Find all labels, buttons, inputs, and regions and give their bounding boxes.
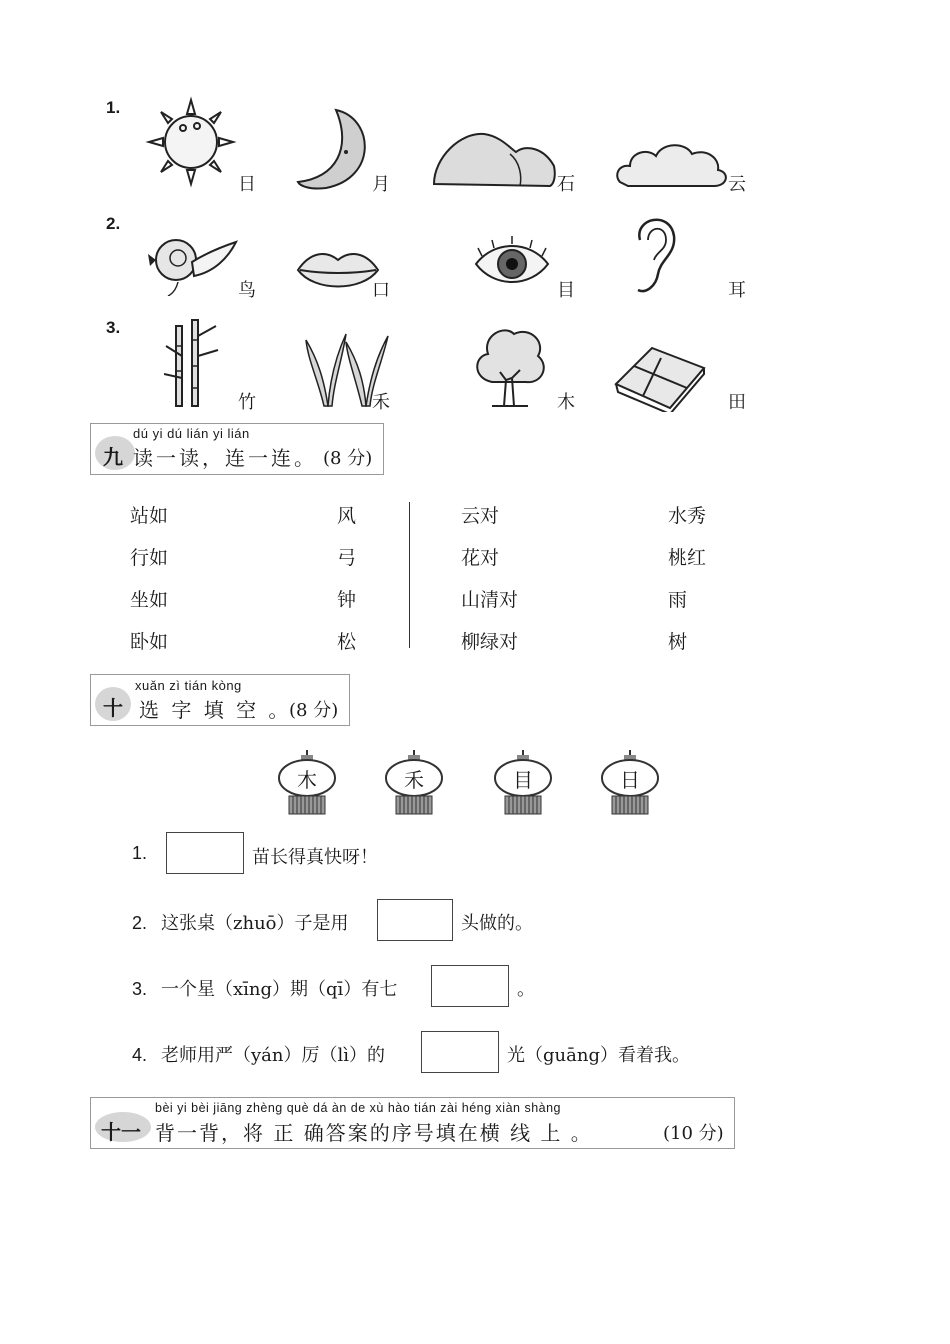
row-number-2: 2.: [106, 214, 121, 233]
question-number: 1.: [132, 843, 148, 863]
ear-icon: [630, 210, 678, 296]
question-4: [132, 1041, 385, 1067]
section-10-title: 选 字 填 空 。: [139, 698, 292, 722]
match-left-b-1: 风: [337, 505, 357, 527]
section-9-pinyin: dú yi dú lián yi lián: [133, 426, 250, 441]
answer-box-2[interactable]: [377, 899, 453, 941]
question-3: [132, 975, 397, 1001]
section-9-score: (8 分): [323, 448, 373, 469]
match-left-a-4: 卧如: [130, 631, 169, 653]
lantern-char-1: 木: [297, 768, 317, 792]
match-left-a-1: 站如: [130, 505, 169, 527]
answer-box-1[interactable]: [166, 832, 244, 874]
match-right-a-2: 花对: [461, 547, 500, 569]
bamboo-icon: [164, 316, 220, 408]
question-number: 3.: [132, 979, 148, 999]
answer-box-3[interactable]: [431, 965, 509, 1007]
row-number-1: 1.: [106, 98, 121, 117]
caption-moon: 月: [372, 174, 390, 195]
match-left-b-2: 弓: [337, 547, 357, 569]
caption-bamboo: 竹: [238, 392, 256, 413]
lantern-char-3: 目: [513, 768, 533, 792]
section-9-title: 读一读，连一连。: [133, 446, 317, 470]
question-3-before: 一个星（xīng）期（qī）有七: [161, 979, 398, 1000]
match-right-a-3: 山清对: [461, 589, 519, 611]
caption-grain: 禾: [372, 392, 390, 413]
lantern-choice-3: [493, 750, 553, 816]
caption-eye: 目: [557, 280, 575, 301]
section-11-pinyin: bèi yi bèi jiāng zhèng què dá àn de xù hào tián zài héng xiàn shàng: [155, 1101, 562, 1115]
lantern-choice-4: [600, 750, 660, 816]
caption-ear: 耳: [728, 280, 746, 301]
match-right-a-4: 柳绿对: [461, 631, 519, 653]
question-1: [132, 843, 161, 864]
match-right-b-4: 树: [668, 631, 688, 653]
sun-icon: [145, 96, 237, 188]
section-11-title: 背一背，将 正 确答案的序号填在横 线 上 。: [155, 1121, 593, 1145]
answer-box-4[interactable]: [421, 1031, 499, 1073]
tree-icon: [470, 322, 550, 408]
section-9-number: 九: [103, 447, 123, 469]
question-4-before: 老师用严（yán）厉（lì）的: [161, 1045, 386, 1066]
match-left-b-3: 钟: [337, 589, 357, 611]
question-2-after: 头做的。: [461, 913, 533, 934]
moon-icon: [296, 108, 376, 192]
caption-tree: 木: [557, 392, 575, 413]
match-right-b-2: 桃红: [668, 547, 707, 569]
lantern-char-4: 日: [620, 768, 640, 792]
question-2: [132, 909, 349, 935]
lantern-choice-1: [277, 750, 337, 816]
match-right-b-3: 雨: [668, 589, 688, 611]
caption-field: 田: [728, 392, 746, 413]
lantern-choice-2: [384, 750, 444, 816]
rock-icon: [430, 128, 558, 188]
mouth-icon: [296, 248, 380, 294]
cloud-icon: [614, 140, 730, 188]
section-10-header: [90, 674, 350, 726]
lantern-char-2: 禾: [404, 768, 424, 792]
section-11-number: 十一: [101, 1122, 141, 1144]
field-icon: [612, 344, 708, 412]
caption-mouth: 口: [372, 280, 390, 301]
bird-icon: [148, 232, 238, 296]
match-left-a-3: 坐如: [130, 589, 169, 611]
row-number-3: 3.: [106, 318, 121, 337]
question-4-after: 光（guāng）看着我。: [507, 1045, 690, 1066]
question-3-after: 。: [517, 979, 535, 1000]
caption-rock: 石: [557, 174, 575, 195]
match-left-b-4: 松: [337, 631, 357, 653]
eye-icon: [474, 234, 550, 294]
match-left-a-2: 行如: [130, 547, 169, 569]
section-10-number: 十: [103, 698, 123, 720]
section-9-header: [90, 423, 384, 475]
section-11-score: (10 分): [663, 1123, 724, 1144]
caption-bird: 鸟: [238, 280, 256, 301]
caption-cloud: 云: [728, 174, 746, 195]
question-number: 4.: [132, 1045, 148, 1065]
section-11-header: [90, 1097, 735, 1149]
question-number: 2.: [132, 913, 148, 933]
question-1-after: 苗长得真快呀！: [252, 847, 378, 868]
section-10-score: (8 分): [289, 700, 339, 721]
question-2-before: 这张桌（zhuō）子是用: [161, 913, 349, 934]
match-right-a-1: 云对: [461, 505, 500, 527]
section-10-pinyin: xuǎn zì tián kòng: [135, 678, 242, 693]
column-divider: [409, 502, 410, 648]
match-right-b-1: 水秀: [668, 505, 707, 527]
caption-sun: 日: [238, 174, 256, 195]
